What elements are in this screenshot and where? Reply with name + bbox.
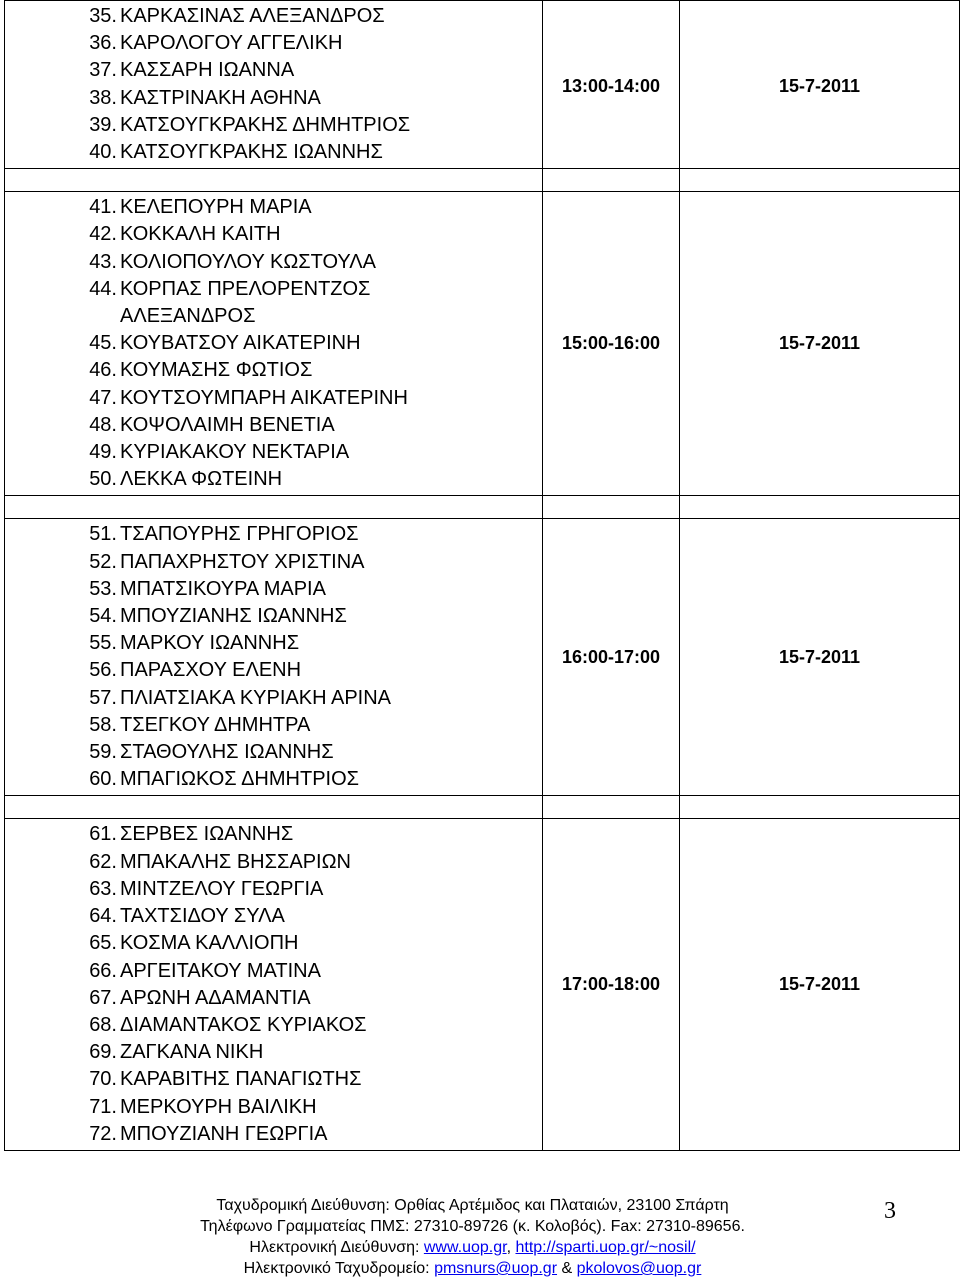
- time-slot: 17:00-18:00: [561, 974, 661, 995]
- footer-address: Ταχυδρομική Διεύθυνση: Ορθίας Αρτέμιδος και Πλαταιών, 23100 Σπάρτη: [216, 1197, 729, 1214]
- list-item: 66. ΑΡΓΕΙΤΑΚΟΥ ΜΑΤΙΝΑ: [89, 959, 321, 982]
- list-item: 43. ΚΟΛΙΟΠΟΥΛΟΥ ΚΩΣΤΟΥΛΑ: [89, 250, 376, 273]
- exam-date: 15-7-2011: [778, 75, 861, 96]
- list-item: 51. ΤΣΑΠΟΥΡΗΣ ΓΡΗΓΟΡΙΟΣ: [89, 523, 359, 546]
- list-item: 39. ΚΑΤΣΟΥΓΚΡΑΚΗΣ ΔΗΜΗΤΡΙΟΣ: [89, 113, 411, 136]
- list-item: 50. ΛΕΚΚΑ ΦΩΤΕΙΝΗ: [89, 468, 283, 491]
- list-item: 52. ΠΑΠΑΧΡΗΣΤΟΥ ΧΡΙΣΤΙΝΑ: [89, 550, 365, 573]
- list-item: 62. ΜΠΑΚΑΛΗΣ ΒΗΣΣΑΡΙΩΝ: [89, 850, 351, 873]
- time-slot-cell: [543, 1, 680, 169]
- names-cell: [5, 1, 543, 169]
- list-item: 38. ΚΑΣΤΡΙΝΑΚΗ ΑΘΗΝΑ: [89, 86, 321, 109]
- names-cell: [5, 519, 543, 796]
- date-cell: [680, 819, 960, 1150]
- time-slot: 13:00-14:00: [561, 75, 661, 96]
- list-item: 57. ΠΛΙΑΤΣΙΑΚΑ ΚΥΡΙΑΚΗ ΑΡΙΝΑ: [89, 686, 391, 709]
- list-item: 41. ΚΕΛΕΠΟΥΡΗ ΜΑΡΙΑ: [89, 196, 312, 219]
- list-item: 49. ΚΥΡΙΑΚΑΚΟΥ ΝΕΚΤΑΡΙΑ: [89, 441, 350, 464]
- schedule-group-row: [5, 1, 960, 169]
- pmsnurs-email-link[interactable]: pmsnurs@uop.gr: [434, 1260, 558, 1277]
- list-item: 47. ΚΟΥΤΣΟΥΜΠΑΡΗ ΑΙΚΑΤΕΡΙΝΗ: [89, 386, 408, 409]
- list-item: 44. ΚΟΡΠΑΣ ΠΡΕΛΟΡΕΝΤΖΟΣ: [89, 277, 371, 300]
- spacer-row: [5, 496, 960, 519]
- spacer-row: [5, 169, 960, 192]
- list-item: 67. ΑΡΩΝΗ ΑΔΑΜΑΝΤΙΑ: [89, 986, 311, 1009]
- list-item: 65. ΚΟΣΜΑ ΚΑΛΛΙΟΠΗ: [89, 932, 299, 955]
- list-item: 70. ΚΑΡΑΒΙΤΗΣ ΠΑΝΑΓΙΩΤΗΣ: [89, 1068, 362, 1091]
- names-cell: [5, 819, 543, 1150]
- list-item: 59. ΣΤΑΘΟΥΛΗΣ ΙΩΑΝΝΗΣ: [89, 741, 334, 764]
- time-slot: 15:00-16:00: [561, 333, 661, 354]
- footer-web: Ηλεκτρονική Διεύθυνση: www.uop.gr, http://sparti.uop.gr/~nosil/: [249, 1239, 696, 1256]
- page-number: 3: [884, 1198, 896, 1224]
- list-item: 55. ΜΑΡΚΟΥ ΙΩΑΝΝΗΣ: [89, 632, 300, 655]
- list-item: 60. ΜΠΑΓΙΩΚΟΣ ΔΗΜΗΤΡΙΟΣ: [89, 768, 360, 791]
- time-slot-cell: [543, 819, 680, 1150]
- exam-date: 15-7-2011: [778, 646, 861, 667]
- schedule-group-row: [5, 519, 960, 796]
- footer-phone: Τηλέφωνο Γραμματείας ΠΜΣ: 27310-89726 (κ. Κολοβός). Fax: 27310-89656.: [200, 1218, 745, 1235]
- list-item: 40. ΚΑΤΣΟΥΓΚΡΑΚΗΣ ΙΩΑΝΝΗΣ: [89, 141, 383, 164]
- schedule-group-row: [5, 819, 960, 1150]
- list-item: 69. ΖΑΓΚΑΝΑ ΝΙΚΗ: [89, 1041, 264, 1064]
- exam-date: 15-7-2011: [778, 333, 861, 354]
- date-cell: [680, 519, 960, 796]
- list-item: 56. ΠΑΡΑΣΧΟΥ ΕΛΕΝΗ: [89, 659, 302, 682]
- schedule-group-row: [5, 192, 960, 496]
- list-item: 48. ΚΟΨΟΛΑΙΜΗ ΒΕΝΕΤΙΑ: [89, 413, 335, 436]
- list-item: 35. ΚΑΡΚΑΣΙΝΑΣ ΑΛΕΞΑΝΔΡΟΣ: [89, 5, 385, 27]
- list-item: 63. ΜΙΝΤΖΕΛΟΥ ΓΕΩΡΓΙΑ: [89, 877, 324, 900]
- list-item: 58. ΤΣΕΓΚΟΥ ΔΗΜΗΤΡΑ: [89, 713, 311, 736]
- list-item: 53. ΜΠΑΤΣΙΚΟΥΡΑ ΜΑΡΙΑ: [89, 577, 326, 600]
- list-item: 61. ΣΕΡΒΕΣ ΙΩΑΝΝΗΣ: [89, 823, 294, 846]
- list-item: 72. ΜΠΟΥΖΙΑΝΗ ΓΕΩΡΓΙΑ: [89, 1122, 328, 1145]
- list-item: 36. ΚΑΡΟΛΟΓΟΥ ΑΓΓΕΛΙΚΗ: [89, 32, 343, 55]
- list-item: 46. ΚΟΥΜΑΣΗΣ ΦΩΤΙΟΣ: [89, 359, 313, 382]
- list-item: 71. ΜΕΡΚΟΥΡΗ ΒΑΙΛΙΚΗ: [89, 1095, 317, 1118]
- pkolovos-email-link[interactable]: pkolovos@uop.gr: [576, 1260, 702, 1277]
- footer-email: Ηλεκτρονικό Ταχυδρομείο: pmsnurs@uop.gr & pkolovos@uop.gr: [243, 1260, 702, 1277]
- list-item: 45. ΚΟΥΒΑΤΣΟΥ ΑΙΚΑΤΕΡΙΝΗ: [89, 332, 361, 355]
- spacer-row: [5, 796, 960, 819]
- list-item: 42. ΚΟΚΚΑΛΗ ΚΑΙΤΗ: [89, 223, 281, 246]
- list-item: 54. ΜΠΟΥΖΙΑΝΗΣ ΙΩΑΝΝΗΣ: [89, 605, 347, 628]
- names-cell: [5, 192, 543, 496]
- nosil-website-link[interactable]: http://sparti.uop.gr/~nosil/: [515, 1239, 696, 1256]
- time-slot: 16:00-17:00: [561, 646, 661, 667]
- time-slot-cell: [543, 192, 680, 496]
- list-item: 64. ΤΑΧΤΣΙΔΟΥ ΣΥΛΑ: [89, 905, 285, 928]
- time-slot-cell: [543, 519, 680, 796]
- exam-date: 15-7-2011: [778, 974, 861, 995]
- list-item-continuation: ΑΛΕΞΑΝΔΡΟΣ: [120, 305, 256, 328]
- list-item: 68. ΔΙΑΜΑΝΤΑΚΟΣ ΚΥΡΙΑΚΟΣ: [89, 1013, 367, 1036]
- list-item: 37. ΚΑΣΣΑΡΗ ΙΩΑΝΝΑ: [89, 59, 295, 82]
- date-cell: [680, 1, 960, 169]
- schedule-table: [4, 0, 960, 1151]
- uop-website-link[interactable]: www.uop.gr: [423, 1239, 507, 1256]
- date-cell: [680, 192, 960, 496]
